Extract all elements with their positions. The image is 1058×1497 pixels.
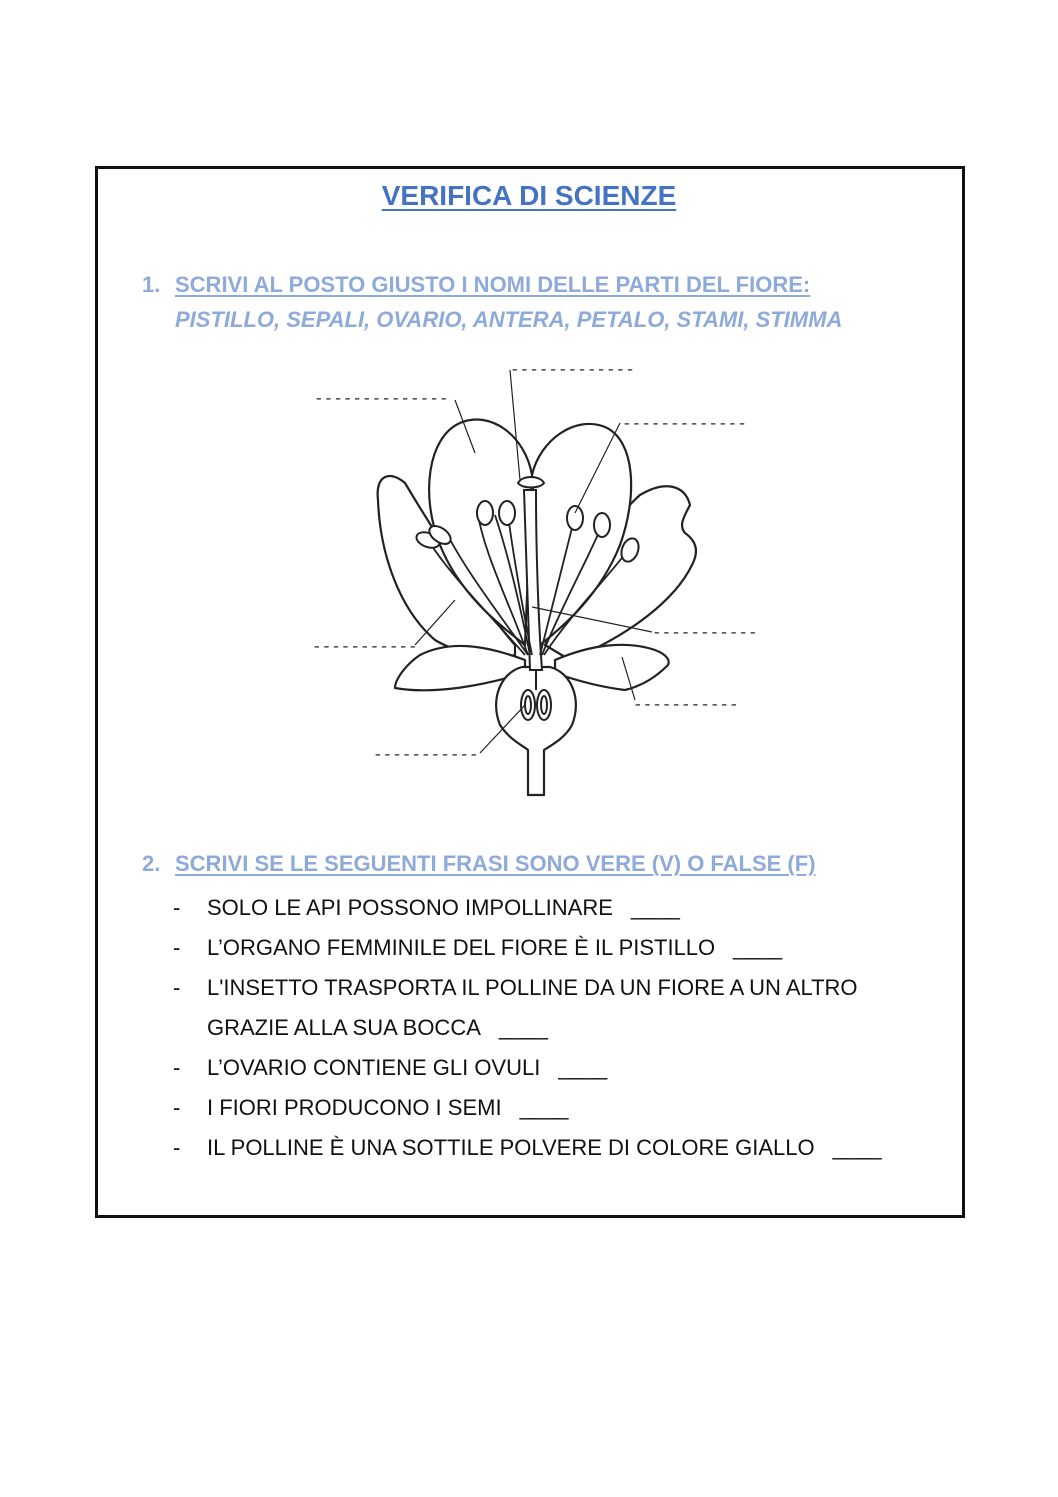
answer-blank[interactable]: ____ bbox=[832, 1135, 882, 1160]
statement-text: IL POLLINE È UNA SOTTILE POLVERE DI COLORE GIALLO bbox=[207, 1135, 815, 1160]
label-blank: ----------- bbox=[633, 696, 739, 714]
question-1-instruction: SCRIVI AL POSTO GIUSTO I NOMI DELLE PARTI DEL FIORE: bbox=[175, 272, 811, 297]
statement-item bbox=[173, 968, 882, 1048]
statement-item bbox=[173, 928, 882, 968]
bullet-dash: - bbox=[173, 975, 181, 1000]
stigma bbox=[518, 477, 544, 488]
statement-text: L’OVARIO CONTIENE GLI OVULI bbox=[207, 1055, 541, 1080]
bullet-dash: - bbox=[173, 935, 181, 960]
statement-item bbox=[173, 1128, 882, 1168]
statement-text: L'INSETTO TRASPORTA IL POLLINE DA UN FIORE A UN ALTRO bbox=[207, 975, 858, 1000]
statement-text: I FIORI PRODUCONO I SEMI bbox=[207, 1095, 502, 1120]
statement-text: L’ORGANO FEMMINILE DEL FIORE È IL PISTILLO bbox=[207, 935, 716, 960]
answer-blank[interactable]: ____ bbox=[733, 935, 783, 960]
question-1-word-bank: PISTILLO, SEPALI, OVARIO, ANTERA, PETALO, STAMI, STIMMA bbox=[175, 307, 843, 332]
answer-blank[interactable]: ____ bbox=[630, 895, 680, 920]
answer-blank[interactable]: ____ bbox=[498, 1015, 548, 1040]
label-blank: ------------- bbox=[622, 415, 747, 433]
statement-text: SOLO LE API POSSONO IMPOLLINARE bbox=[207, 895, 613, 920]
label-blank: ----------- bbox=[652, 624, 758, 642]
statement-item bbox=[173, 1088, 882, 1128]
true-false-list bbox=[173, 888, 882, 1168]
bullet-dash: - bbox=[173, 1055, 181, 1080]
label-blank: -------------- bbox=[314, 390, 449, 408]
anther bbox=[477, 501, 493, 525]
anther bbox=[594, 513, 610, 537]
answer-blank[interactable]: ____ bbox=[519, 1095, 569, 1120]
worksheet-title: VERIFICA DI SCIENZE bbox=[381, 180, 677, 211]
question-2-number: 2. bbox=[142, 851, 161, 876]
label-blank: ----------- bbox=[312, 638, 418, 656]
answer-blank[interactable]: ____ bbox=[558, 1055, 608, 1080]
label-blank: ----------- bbox=[373, 746, 479, 764]
question-1-number: 1. bbox=[142, 272, 161, 297]
flower-diagram bbox=[300, 355, 770, 805]
bullet-dash: - bbox=[173, 1095, 181, 1120]
bullet-dash: - bbox=[173, 895, 181, 920]
anther bbox=[567, 506, 583, 530]
label-blank: ------------- bbox=[510, 361, 635, 379]
anther bbox=[499, 501, 515, 525]
statement-item bbox=[173, 1048, 882, 1088]
question-2-instruction: SCRIVI SE LE SEGUENTI FRASI SONO VERE (V) O FALSE (F) bbox=[175, 851, 816, 876]
statement-text-continued: GRAZIE ALLA SUA BOCCA bbox=[207, 1015, 481, 1040]
bullet-dash: - bbox=[173, 1135, 181, 1160]
statement-item bbox=[173, 888, 882, 928]
